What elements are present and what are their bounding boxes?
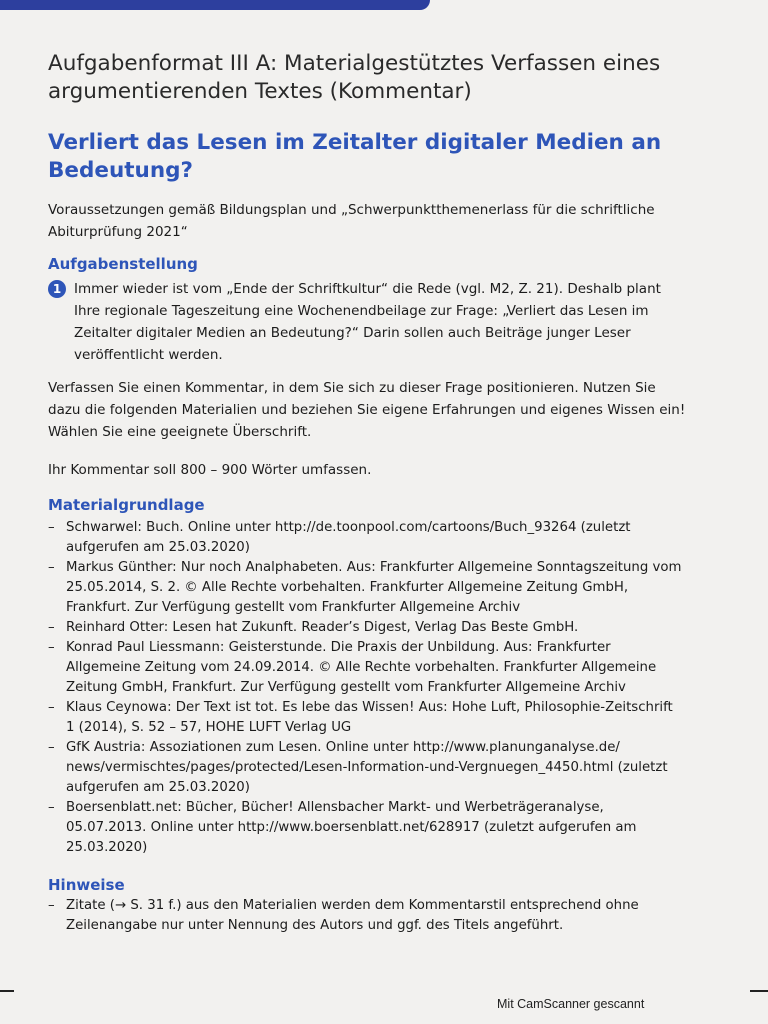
material-item: – GfK Austria: Assoziationen zum Lesen. Online unter http://www.planunganalyse.de/ news/vermischtes/pages/protected/Lesen-Information-und-Vergnuegen_4450.html (zuletzt aufgerufen am 25.03.2020): [48, 740, 668, 795]
hints-list: [48, 896, 684, 936]
task-number-badge: 1: [48, 280, 66, 298]
page-edge-mark-left: [0, 990, 14, 992]
dash-bullet: –: [48, 898, 55, 913]
length-note: Ihr Kommentar soll 800 – 900 Wörter umfassen.: [48, 462, 372, 478]
material-item: – Markus Günther: Nur noch Analphabeten. Aus: Frankfurter Allgemeine Sonntagszeitung vom 25.05.2014, S. 2. © Alle Rechte vorbehalten. Frankfurter Allgemeine Zeitung GmbH, Frankfurt. Zur Verfügung gestellt vom Frankfurter Allgemeine Archiv: [48, 560, 682, 615]
material-item: – Konrad Paul Liessmann: Geisterstunde. Die Praxis der Unbildung. Aus: Frankfurter Allgemeine Zeitung vom 24.09.2014. © Alle Rechte vorbehalten. Frankfurter Allgemeine Zeitung GmbH, Frankfurt. Zur Verfügung gestellt vom Frankfurter Allgemeine Archiv: [48, 640, 657, 695]
dash-bullet: –: [48, 700, 55, 715]
camscanner-watermark: Mit CamScanner gescannt: [497, 997, 645, 1011]
task-heading: Aufgabenstellung: [48, 255, 198, 273]
instruction-text: Verfassen Sie einen Kommentar, in dem Sie sich zu dieser Frage positionieren. Nutzen Sie dazu die folgenden Materialien und beziehen Sie eigene Erfahrungen und eigenes Wissen ein! Wählen Sie eine geeignete Überschrift.: [48, 380, 686, 440]
material-item: – Boersenblatt.net: Bücher, Bücher! Allensbacher Markt- und Werbeträgeranalyse, 05.07.2013. Online unter http://www.boersenblatt.net/628917 (zuletzt aufgerufen am 25.03.2020): [48, 800, 637, 855]
dash-bullet: –: [48, 800, 55, 815]
materials-list: [48, 518, 684, 858]
material-item: – Schwarwel: Buch. Online unter http://de.toonpool.com/cartoons/Buch_93264 (zuletzt aufgerufen am 25.03.2020): [48, 520, 631, 555]
dash-bullet: –: [48, 640, 55, 655]
dash-bullet: –: [48, 520, 55, 535]
material-item: – Reinhard Otter: Lesen hat Zukunft. Reader’s Digest, Verlag Das Beste GmbH.: [48, 618, 684, 638]
prerequisites-text: Voraussetzungen gemäß Bildungsplan und „Schwerpunktthemenerlass für die schriftliche Abiturprüfung 2021“: [48, 202, 655, 240]
dash-bullet: –: [48, 620, 55, 635]
main-title: Verliert das Lesen im Zeitalter digitaler Medien an Bedeutung?: [48, 130, 662, 183]
page-edge-mark-right: [750, 990, 768, 992]
dash-bullet: –: [48, 560, 55, 575]
hint-item: – Zitate (→ S. 31 f.) aus den Materialien werden dem Kommentarstil entsprechend ohne Zeilenangabe nur unter Nennung des Autors und ggf. des Titels angeführt.: [48, 898, 639, 933]
materials-heading: Materialgrundlage: [48, 496, 205, 514]
task-item: [48, 278, 688, 366]
dash-bullet: –: [48, 740, 55, 755]
material-item: – Klaus Ceynowa: Der Text ist tot. Es lebe das Wissen! Aus: Hohe Luft, Philosophie-Zeitschrift 1 (2014), S. 52 – 57, HOHE LUFT Verlag UG: [48, 700, 673, 735]
hints-heading: Hinweise: [48, 876, 125, 894]
format-title: Aufgabenformat III A: Materialgestütztes Verfassen eines argumentierenden Textes (Kommentar): [48, 51, 661, 104]
task-text: Immer wieder ist vom „Ende der Schriftkultur“ die Rede (vgl. M2, Z. 21). Deshalb plant Ihre regionale Tageszeitung eine Wochenendbeilage zur Frage: „Verliert das Lesen im Zeitalter digitaler Medien an Bedeutung?“ Darin sollen auch Beiträge junger Leser veröffentlicht werden.: [74, 281, 661, 363]
